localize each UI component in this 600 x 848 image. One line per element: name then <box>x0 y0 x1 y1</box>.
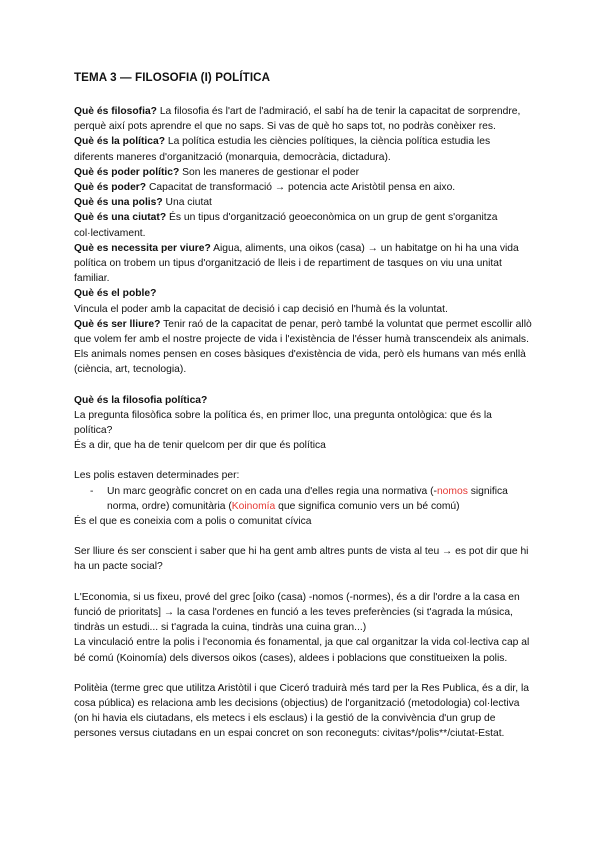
answer: La política estudia les ciències polítiques, la ciència política estudia les diferents maneres d'organització (monarquia, democràcia, dictadura). <box>74 136 491 163</box>
question: Què és poder? <box>74 182 147 194</box>
answer: Capacitat de transformació → potencia acte Aristòtil pensa en aixo. <box>146 182 456 194</box>
filosofia-politica-question <box>74 393 532 408</box>
answer: Tenir raó de la capacitat de penar, però també la voluntat que permet escollir allò que volem fer amb el nostre projecte de vida i l'existència de l'ésser humà transcendeix als animals. Els animals nomes pensen en coses bàsiques d'existència de vida, però els humans van més enllà (ciència, art, tecnologia). <box>74 318 532 376</box>
economia-paragraph-2: La vinculació entre la polis i l'economia és fonamental, ja que cal organitzar la vida col·lectiva cap al bé comú (Koinomía) dels diversos oikos (cases), aldees i poblacions que constitueixen la polis. <box>74 637 530 664</box>
answer: Son les maneres de gestionar el poder <box>179 166 360 178</box>
nomos-term: nomos <box>436 485 468 497</box>
question: Què és la política? <box>74 136 165 148</box>
economia-paragraph-1: L'Economia, si us fixeu, prové del grec [oiko (casa) -nomos (-normes), és a dir l'ordre a la casa en funció de prioritats] → la casa l'ordenes en funció a les teves preferències (si t'agrada la música, tindràs un estudi... si t'agrada la cuina, tindràs una cuina gran...) <box>74 591 520 634</box>
qa-politica <box>74 134 532 164</box>
qa-lliure <box>74 317 532 378</box>
document-title: TEMA 3 — FILOSOFIA (I) POLÍTICA <box>74 71 271 84</box>
filosofia-politica-p2: És a dir, que ha de tenir quelcom per dir que és política <box>74 440 326 452</box>
poble-question <box>74 286 532 301</box>
qa-poder-politic <box>74 165 532 180</box>
answer: És un tipus d'organització geoeconòmica on un grup de gent s'organitza col·lectivament. <box>74 212 498 239</box>
document-content <box>74 70 532 742</box>
question: Què és poder polític? <box>74 166 180 178</box>
qa-filosofia <box>74 104 532 134</box>
question: Què és la filosofia política? <box>74 394 208 406</box>
polis-outro: És el que es coneixia com a polis o comunitat cívica <box>74 516 312 528</box>
poble-answer: Vincula el poder amb la capacitat de decisió i cap decisió en l'humà és la voluntat. <box>74 303 448 315</box>
question: Què és una ciutat? <box>74 212 167 224</box>
koinomia-term: Koinomía <box>231 500 276 512</box>
list-item: - Un marc geogràfic concret on en cada una d'elles regia una normativa (-nomos significa norma, ordre) comunitària (Koinomía que significa comunio vers un bé comú) <box>90 485 508 512</box>
answer: Aigua, aliments, una oikos (casa) → un habitatge on hi ha una vida política on trobem un tipus d'organització de lleis i de repartiment de tasques on viu una unitat familiar. <box>74 242 519 285</box>
answer: Una ciutat <box>162 197 212 209</box>
polis-list <box>74 484 532 514</box>
question: Què és una polis? <box>74 197 163 209</box>
polis-intro: Les polis estaven determinades per: <box>74 470 240 482</box>
qa-ciutat <box>74 210 532 240</box>
question: Què és filosofia? <box>74 106 157 117</box>
filosofia-politica-p1: La pregunta filosòfica sobre la política és, en primer lloc, una pregunta ontològica: que és la política? <box>74 409 492 437</box>
question: Què és el poble? <box>74 288 157 300</box>
answer: La filosofia és l'art de l'admiració, el sabí ha de tenir la capacitat de sorprendre, perquè així pots aprendre el que no saps. Si vas de què ho saps tot, no podràs conèixer res. <box>74 106 521 133</box>
politeia-paragraph: Politèia (terme grec que utilitza Aristòtil i que Ciceró traduirà més tard per la Res Publica, és a dir, la cosa pública) es relaciona amb les decisions (objectius) de l'organització (metodologia) col·lectiva (on hi havia els ciutadans, els metecs i els esclaus) i la gestió de la convivència d'un grup de persones versus ciutadans en un espai concret on son reconeguts: civitas*/polis**/ciutat-Estat. <box>74 682 529 740</box>
question: Què és ser lliure? <box>74 318 161 330</box>
pacte-social-paragraph: Ser lliure és ser conscient i saber que hi ha gent amb altres punts de vista al teu → es pot dir que hi ha un pacte social? <box>74 546 529 573</box>
question: Què es necessita per viure? <box>74 242 211 254</box>
qa-polis <box>74 195 532 210</box>
qa-viure <box>74 241 532 287</box>
qa-poder <box>74 180 532 195</box>
dash-bullet: - <box>90 485 94 497</box>
